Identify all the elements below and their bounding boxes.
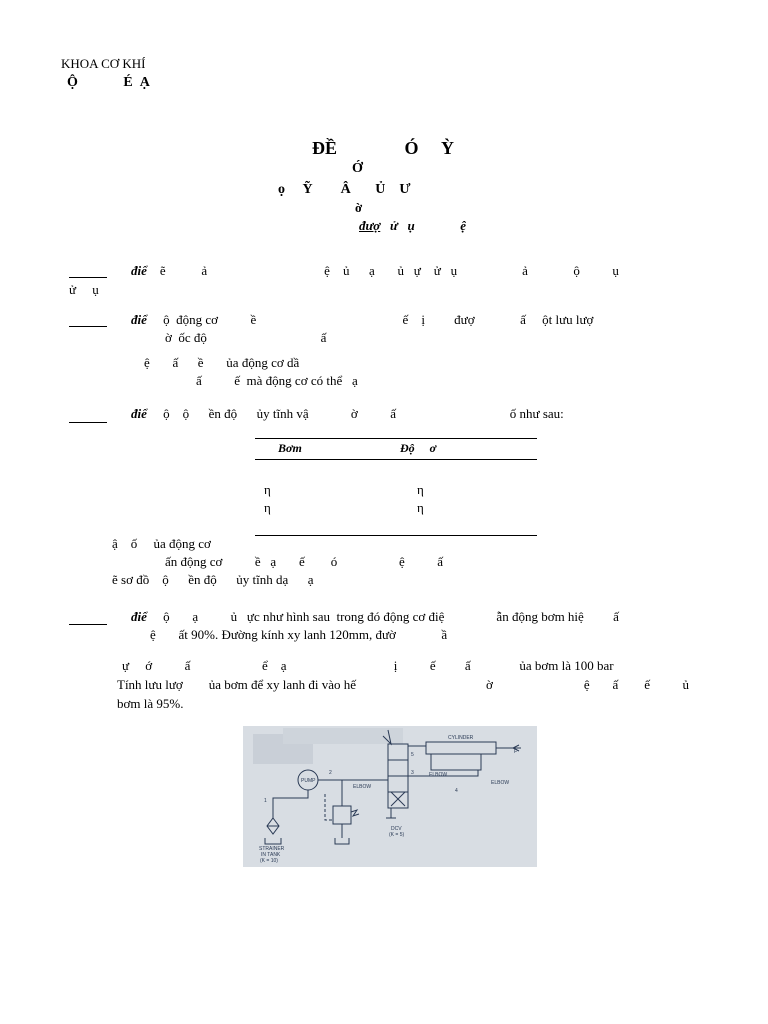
label-n4: 4	[455, 788, 458, 794]
label-elbow-3: ELBOW	[491, 780, 510, 786]
q2-score-blank	[69, 326, 107, 327]
q4-line2: ệ ất 90%. Đường kính xy lanh 120mm, đườ ầ	[150, 627, 448, 642]
label-elbow-2: ELBOW	[429, 772, 448, 778]
pilot-line	[325, 794, 333, 820]
hydraulic-circuit-diagram	[243, 726, 537, 867]
label-pump: PUMP	[301, 778, 316, 784]
cylinder-body	[426, 742, 496, 754]
q3-score-blank	[69, 422, 107, 423]
table-top-rule	[255, 438, 537, 439]
label-n2: 2	[329, 770, 332, 776]
exam-note-rest: ử ụ ệ	[380, 218, 467, 233]
table-header-rule	[255, 459, 537, 460]
table-row-2-motor: η	[417, 500, 424, 515]
question-2	[131, 313, 593, 327]
q2-line2: ờ ốc độ ấ	[165, 330, 327, 345]
exam-title-line2: Ớ	[352, 161, 363, 176]
exam-title: ĐỀ Ó Ỳ	[312, 138, 455, 158]
relief-valve	[333, 806, 351, 824]
hydraulic-circuit-figure	[243, 726, 537, 867]
label-force: F	[514, 749, 518, 755]
tank-relief	[335, 838, 349, 844]
label-strainer: STRAINER	[259, 846, 285, 852]
department-name: KHOA CƠ KHÍ	[61, 56, 146, 71]
q1-label: điể	[131, 263, 147, 278]
watermark-block	[283, 728, 403, 744]
dcv-top	[388, 744, 408, 760]
dcv-lower	[388, 776, 408, 792]
label-elbow-1: ELBOW	[353, 784, 372, 790]
cylinder-line	[431, 754, 481, 770]
spring	[351, 810, 359, 816]
course-name: ọ Ỹ Â Ủ Ư	[278, 182, 411, 197]
q3-part-a: ậ ố ủa động cơ	[112, 536, 211, 551]
q3-part-b: ấn động cơ ề ạ ế ó ệ ấ	[165, 554, 444, 569]
exam-time: ờ	[355, 200, 363, 215]
q4-line3: ự ớ ấ ể ạ ị ế ấ ủa bơm là 100 bar	[122, 658, 614, 673]
label-strainer-k: (K = 10)	[260, 858, 278, 864]
q3-part-c: ẽ sơ đồ ộ ền độ ủy tĩnh dạ ạ	[112, 572, 314, 587]
table-header-pump: Bơm	[278, 441, 302, 455]
label-dcv: DCV	[391, 826, 402, 832]
label-in-tank: IN TANK	[261, 852, 281, 858]
q2-part-a: ệ ấ ề ủa động cơ dầ	[144, 355, 300, 370]
q4-line4: Tính lưu lượ ủa bơm để xy lanh đi vào hế ờ ệ ấ ế ủ	[117, 677, 689, 692]
dcv-mid	[388, 760, 408, 776]
q1-continuation: ử ụ	[69, 282, 99, 297]
q4-text: ộ ạ ủ ực như hình sau trong đó động cơ điệ ẫn động bơm hiệ ấ	[146, 609, 619, 624]
label-n3: 3	[411, 770, 414, 776]
table-row-2-pump: η	[264, 500, 271, 515]
q2-part-b: ấ ế mà động cơ có thể ạ	[196, 373, 358, 388]
exam-note	[359, 219, 466, 233]
table-row-1-motor: η	[417, 482, 424, 497]
suction-line	[273, 790, 308, 818]
label-dcv-k: (K = 5)	[389, 832, 405, 838]
table-bottom-rule	[255, 535, 537, 536]
question-4	[131, 610, 619, 624]
q2-text: ộ động cơ ề ế ị đượ ấ ột lưu lượ	[146, 312, 594, 327]
q2-label: điể	[131, 312, 147, 327]
q1-text: ẽ ả ệ ủ ạ ủ ự ử ụ ả ộ ụ	[146, 263, 619, 278]
label-cylinder: CYLINDER	[448, 735, 474, 741]
question-3	[131, 407, 564, 421]
question-1	[131, 264, 619, 278]
label-n5: 5	[411, 752, 414, 758]
q4-line5: bơm là 95%.	[117, 696, 184, 711]
department-subtitle: Ộ É Ạ	[67, 75, 150, 90]
q4-label: điể	[131, 609, 147, 624]
table-header-motor: Độ ơ	[400, 441, 437, 455]
tank-strainer	[265, 838, 281, 844]
q4-score-blank	[69, 624, 107, 625]
exam-note-underlined: đượ	[359, 218, 381, 233]
table-row-1-pump: η	[264, 482, 271, 497]
q3-text: ộ ộ ền độ ủy tĩnh vậ ờ ấ ố như sau:	[146, 406, 564, 421]
q1-score-blank	[69, 277, 107, 278]
label-n1: 1	[264, 798, 267, 804]
q3-label: điể	[131, 406, 147, 421]
